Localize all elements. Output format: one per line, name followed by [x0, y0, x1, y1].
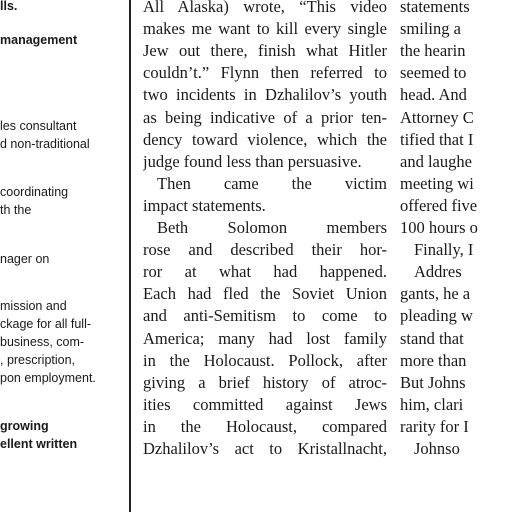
article-line-text: Beth Solomon members: [157, 218, 387, 237]
article-text-line: [143, 283, 387, 305]
article-text-line: [143, 40, 387, 62]
ad-text-line: ellent written: [0, 437, 78, 451]
article-text-line: the hearin: [400, 41, 466, 61]
column-divider-rule: [129, 0, 131, 512]
article-text-line: [143, 305, 387, 327]
article-line-text: in the Holocaust. Pollock, after: [143, 350, 387, 370]
article-line-text: couldn’t.” Flynn then referred to: [143, 63, 387, 83]
ad-text-line: mission and: [0, 299, 67, 313]
article-line-text: All Alaska) wrote, “This video: [143, 0, 387, 16]
article-line-text: impact statements.: [143, 195, 266, 215]
article-text-line: gants, he a: [400, 284, 471, 304]
article-text-line: [143, 129, 387, 151]
article-text-line: tified that I: [400, 129, 474, 149]
article-line-text: and anti-Semitism to come to: [143, 306, 387, 326]
article-text-line: [143, 107, 387, 129]
article-text-line: [143, 18, 387, 40]
article-column-main: [143, 0, 387, 512]
ad-text-line: pon employment.: [0, 371, 96, 385]
article-text-line: stand that: [400, 328, 464, 348]
ad-text-line: nager on: [0, 252, 50, 266]
article-line-text: ror at what had happened.: [143, 262, 387, 282]
ad-text-line: les consultant: [0, 119, 77, 133]
article-column-right: [400, 0, 512, 512]
article-line-text: in the Holocaust, compared: [143, 416, 387, 436]
article-text-line: offered five: [400, 195, 478, 215]
ad-text-line: , prescription,: [0, 353, 76, 367]
ad-text-line: lls.: [0, 0, 18, 13]
article-text-line: [143, 261, 387, 283]
ad-text-line: d non-traditional: [0, 137, 90, 151]
article-text-line: But Johns: [400, 372, 466, 392]
article-text-line: [143, 394, 387, 416]
article-text-line: Addres: [414, 262, 462, 282]
article-text-line: seemed to: [400, 63, 467, 83]
article-line-text: two incidents in Dzhalilov’s youth: [143, 85, 387, 105]
article-line-text: rose and described their hor-: [143, 240, 387, 260]
article-text-line: [157, 173, 387, 195]
article-text-line: more than: [400, 350, 467, 370]
article-text-line: [143, 62, 387, 84]
ad-text-line: ckage for all full-: [0, 317, 92, 331]
article-text-line: [143, 350, 387, 372]
article-line-text: judge found less than persuasive.: [143, 151, 362, 171]
article-text-line: [143, 416, 387, 438]
article-line-text: dency toward violence, which the: [143, 129, 387, 149]
article-text-line: [143, 372, 387, 394]
article-text-line: 100 hours o: [400, 218, 478, 237]
article-line-text: ities committed against Jews: [143, 394, 387, 414]
article-text-line: him, clari: [400, 394, 464, 414]
article-text-line: [143, 84, 387, 106]
article-line-text: Jew out there, finish what Hitler: [143, 41, 387, 61]
article-line-text: giving a brief history of atroc-: [143, 372, 387, 392]
advertisement-column: [0, 0, 130, 512]
article-text-line: head. And: [400, 85, 467, 105]
article-line-text: Each had fled the Soviet Union: [143, 284, 387, 304]
article-line-text: makes me want to kill every single: [143, 19, 387, 39]
article-text-line: [157, 217, 387, 239]
article-text-line: statements: [400, 0, 470, 16]
article-text-line: Attorney C: [400, 107, 474, 127]
ad-text-line: business, com-: [0, 335, 85, 349]
article-text-line: meeting wi: [400, 173, 474, 193]
article-text-line: [143, 239, 387, 261]
article-line-text: Dzhalilov’s act to Kristallnacht,: [143, 439, 387, 458]
article-text-line: [143, 195, 266, 217]
article-text-line: smiling a: [400, 19, 461, 39]
article-text-line: [143, 0, 387, 18]
article-text-line: [143, 328, 387, 350]
ad-text-line: th the: [0, 203, 32, 217]
article-text-line: rarity for I: [400, 416, 469, 436]
article-text-line: [143, 151, 362, 173]
article-line-text: as being indicative of a prior ten-: [143, 107, 387, 127]
article-line-text: Then came the victim: [157, 173, 387, 193]
ad-text-line: growing: [0, 419, 49, 433]
ad-text-line: management: [0, 33, 78, 47]
article-text-line: Johnso: [414, 439, 460, 458]
article-text-line: [143, 438, 387, 460]
article-text-line: pleading w: [400, 306, 473, 326]
ad-text-line: coordinating: [0, 185, 69, 199]
article-text-line: and laughe: [400, 151, 472, 171]
article-line-text: America; many had lost family: [143, 328, 387, 348]
article-text-line: Finally, I: [414, 240, 474, 260]
